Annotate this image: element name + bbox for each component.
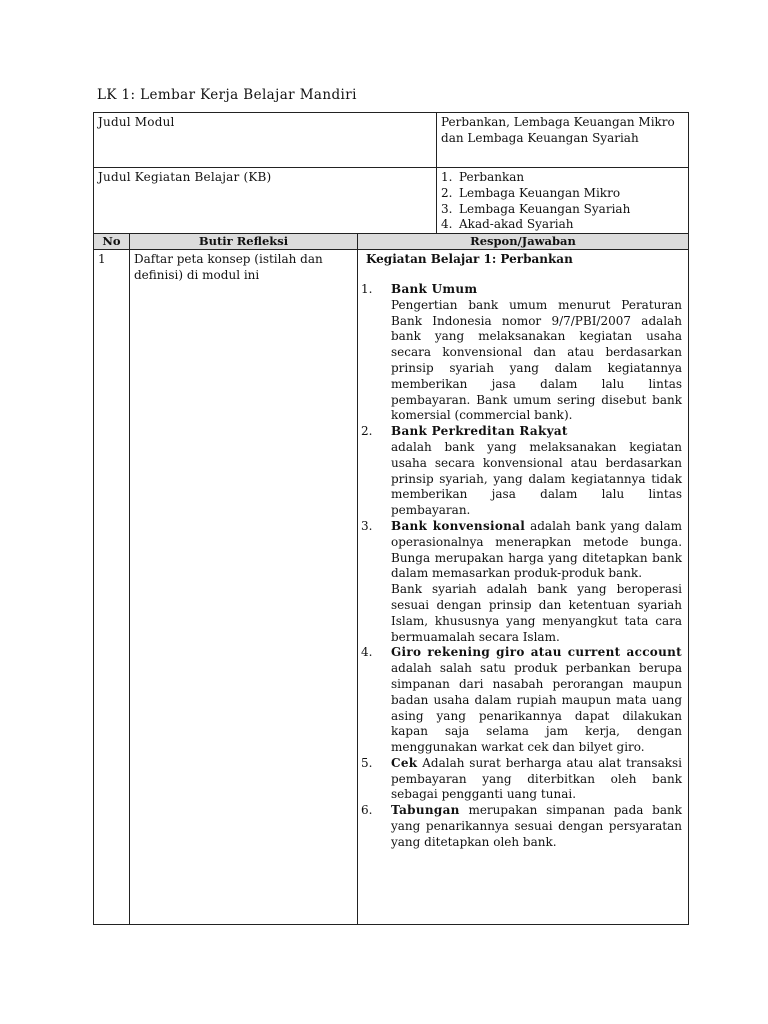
kb-list-cell <box>437 168 689 234</box>
table-header-row <box>94 234 689 250</box>
term-bank-umum: Bank Umum <box>391 281 478 296</box>
module-label: Judul Modul <box>94 113 437 168</box>
module-value: Perbankan, Lembaga Keuangan Mikro dan Lembaga Keuangan Syariah <box>437 113 689 168</box>
kb-label: Judul Kegiatan Belajar (KB) <box>94 168 437 234</box>
term-bank-perkreditan-rakyat: Bank Perkreditan Rakyat <box>391 424 568 439</box>
list-item: 3. Bank konvensional adalah bank yang dalam operasionalnya menerapkan metode bunga. Bunga merupakan harga yang ditetapkan bank dalam memasarkan produk-produk bank. <box>361 518 683 581</box>
definition-cek: Cek Adalah surat berharga atau alat transaksi pembayaran yang diterbitkan oleh bank sebagai pengganti uang tunai. <box>391 755 683 802</box>
definition-bank-perkreditan-rakyat: adalah bank yang melaksanakan kegiatan usaha secara konvensional atau berdasarkan prinsip syariah, yang dalam kegiatannya tidak memberikan jasa dalam lalu lintas pembayaran. <box>391 439 683 518</box>
kb-list <box>441 170 684 233</box>
list-item: 1. Perbankan <box>441 170 525 184</box>
list-item: 6. Tabungan merupakan simpanan pada bank yang penarikannya sesuai dengan persyaratan yang ditetapkan oleh bank. <box>361 803 683 849</box>
term-tabungan: Tabungan <box>391 803 460 818</box>
list-item: 2. Lembaga Keuangan Mikro <box>441 185 621 200</box>
list-item: 2. Bank Perkreditan Rakyat adalah bank yang melaksanakan kegiatan usaha secara konvensional atau berdasarkan prinsip syariah, yang dalam kegiatannya tidak memberikan jasa dalam lalu lintas pembayaran. <box>361 424 683 518</box>
worksheet-table <box>93 112 689 925</box>
page-title: LK 1: Lembar Kerja Belajar Mandiri <box>97 87 357 103</box>
definition-tabungan: Tabungan merupakan simpanan pada bank yang penarikannya sesuai dengan persyaratan yang ditetapkan oleh bank. <box>391 803 683 849</box>
header-respon-jawaban: Respon/Jawaban <box>358 234 689 250</box>
definition-bank-umum: Pengertian bank umum menurut Peraturan Bank Indonesia nomor 9/7/PBI/2007 adalah bank yang melaksanakan kegiatan usaha secara konvensional dan atau berdasarkan prinsip syariah yang dalam kegiatannya memberikan jasa dalam lalu lintas pembayaran. Bank umum sering disebut bank komersial (commercial bank). <box>391 297 683 423</box>
response-cell <box>358 250 689 925</box>
header-no: No <box>94 234 130 250</box>
header-butir-refleksi: Butir Refleksi <box>130 234 358 250</box>
butir-refleksi-text: Daftar peta konsep (istilah dan definisi) di modul ini <box>130 250 358 925</box>
definition-giro: Giro rekening giro atau current account adalah salah satu produk perbankan berupa simpanan dari nasabah perorangan maupun badan usaha dalam rupiah maupun mata uang asing yang penarikannya dapat dilakukan kapan saja selama jam kerja, dengan menggunakan warkat cek dan bilyet giro. <box>391 645 683 755</box>
kb-heading: Kegiatan Belajar 1: Perbankan <box>366 252 573 267</box>
definition-bank-konvensional: Bank konvensional adalah bank yang dalam operasionalnya menerapkan metode bunga. Bunga merupakan harga yang ditetapkan bank dalam memasarkan produk-produk bank. <box>391 518 683 581</box>
table-row <box>94 250 689 925</box>
term-cek: Cek <box>391 755 418 770</box>
list-item: 3. Lembaga Keuangan Syariah <box>441 201 631 216</box>
list-item: 4. Giro rekening giro atau current account adalah salah satu produk perbankan berupa simpanan dari nasabah perorangan maupun badan usaha dalam rupiah maupun mata uang asing yang penarikannya dapat dilakukan kapan saja selama jam kerja, dengan menggunakan warkat cek dan bilyet giro. <box>361 645 683 755</box>
term-giro: Giro rekening giro atau current account <box>391 645 683 660</box>
module-row <box>94 113 689 168</box>
list-item: 5. Cek Adalah surat berharga atau alat transaksi pembayaran yang diterbitkan oleh bank sebagai pengganti uang tunai. <box>361 755 683 802</box>
list-item: 1. Bank Umum Pengertian bank umum menurut Peraturan Bank Indonesia nomor 9/7/PBI/2007 adalah bank yang melaksanakan kegiatan usaha secara konvensional dan atau berdasarkan prinsip syariah yang dalam kegiatannya memberikan jasa dalam lalu lintas pembayaran. Bank umum sering disebut bank komersial (commercial bank). <box>361 281 683 423</box>
definition-bank-syariah: Bank syariah adalah bank yang beroperasi sesuai dengan prinsip dan ketentuan syariah Islam, khususnya yang menyangkut tata cara bermuamalah secara Islam. <box>391 582 683 644</box>
row-number: 1 <box>94 250 130 925</box>
term-bank-konvensional: Bank konvensional <box>391 518 526 533</box>
list-item: 4. Akad-akad Syariah <box>441 217 574 232</box>
kb-row <box>94 168 689 234</box>
